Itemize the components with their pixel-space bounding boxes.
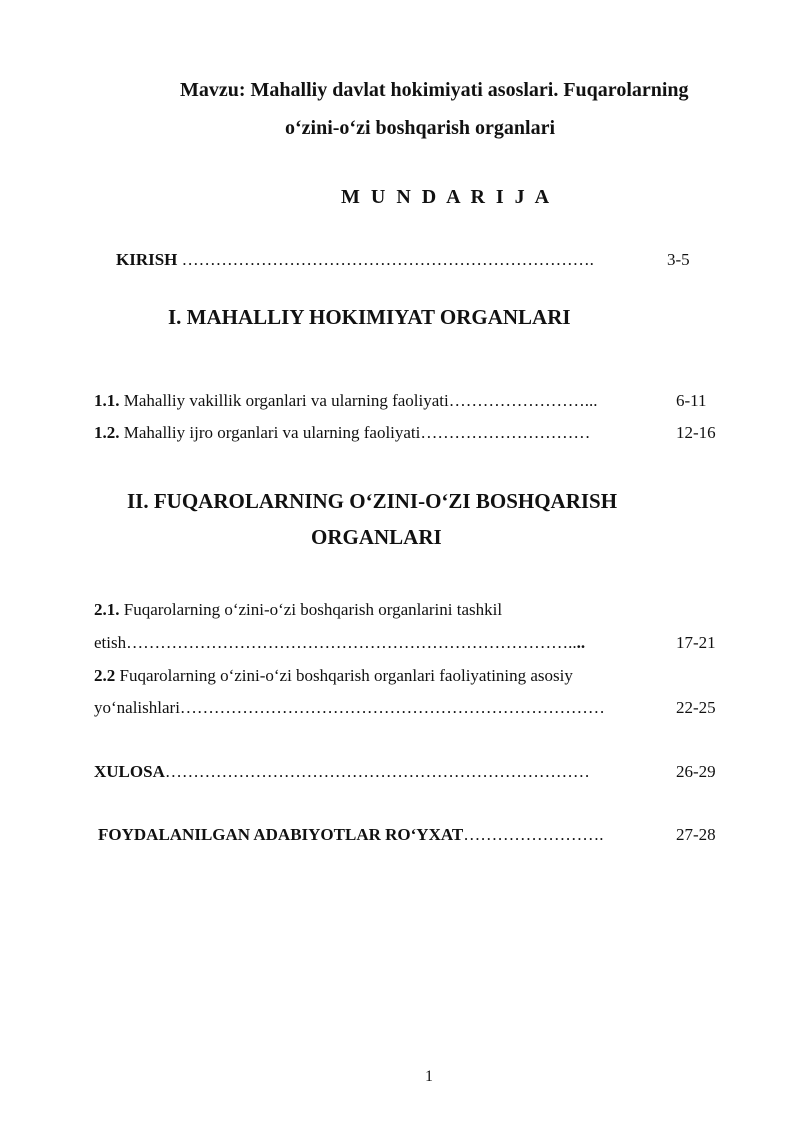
toc-item-2-1-line2 [94,634,585,651]
toc-conclusion-label: XULOSA [94,762,165,781]
toc-item-2-1-dots: .. [576,633,586,652]
section2-heading-line2: ORGANLARI [311,525,442,549]
toc-item-1-2-pages: 12-16 [676,423,716,442]
toc-item-2-2-number: 2.2 [94,666,116,685]
toc-item-1-1 [94,392,597,409]
toc-conclusion-leader: ………………………………………………………………… [164,762,590,781]
toc-item-2-2-line2 [94,699,605,716]
contents-heading: M U N D A R I J A [341,186,553,208]
toc-item-1-2-text: Mahalliy ijro organlari va ularning faoliyati………………………… [119,423,591,442]
toc-references-label: FOYDALANILGAN ADABIYOTLAR RO‘YXAT [98,825,464,844]
toc-item-1-2-number: 1.2. [94,423,120,442]
toc-item-1-1-number: 1.1. [94,391,120,410]
toc-item-2-2-text-line1: Fuqarolarning o‘zini-o‘zi boshqarish organlari faoliyatining asosiy [115,666,573,685]
toc-references [98,826,603,843]
toc-item-1-1-text: Mahalliy vakillik organlari va ularning faoliyati……………………... [119,391,598,410]
toc-item-2-2-pages: 22-25 [676,698,716,717]
document-title-line1: Mavzu: Mahalliy davlat hokimiyati asoslari. Fuqarolarning [180,79,689,101]
section1-heading: I. MAHALLIY HOKIMIYAT ORGANLARI [168,305,571,329]
toc-references-leader: ……………………. [463,825,604,844]
toc-item-2-2-text-line2: yo‘nalishlari………………………………………………………………… [94,698,605,717]
toc-conclusion [94,763,590,780]
toc-intro-pages: 3-5 [667,250,690,269]
toc-item-2-2-line1 [94,667,573,684]
page-number: 1 [425,1068,433,1085]
toc-item-2-1-line1 [94,601,502,618]
toc-conclusion-pages: 26-29 [676,762,716,781]
toc-item-2-1-pages: 17-21 [676,633,716,652]
section2-heading-line1: II. FUQAROLARNING O‘ZINI-O‘ZI BOSHQARISH [127,489,618,513]
toc-item-1-2 [94,424,590,441]
toc-references-pages: 27-28 [676,825,716,844]
toc-intro-label: KIRISH [116,250,178,269]
toc-intro-leader: ………………………………………………………………. [177,250,594,269]
toc-item-1-1-pages: 6-11 [676,391,707,410]
toc-item-2-1-text-line1: Fuqarolarning o‘zini-o‘zi boshqarish organlarini tashkil [119,600,503,619]
document-title-line2: o‘zini-o‘zi boshqarish organlari [285,117,556,139]
toc-item-2-1-text-line2: etish…………………………………………………………………….. [94,633,577,652]
toc-item-2-1-number: 2.1. [94,600,120,619]
toc-intro [116,251,594,268]
